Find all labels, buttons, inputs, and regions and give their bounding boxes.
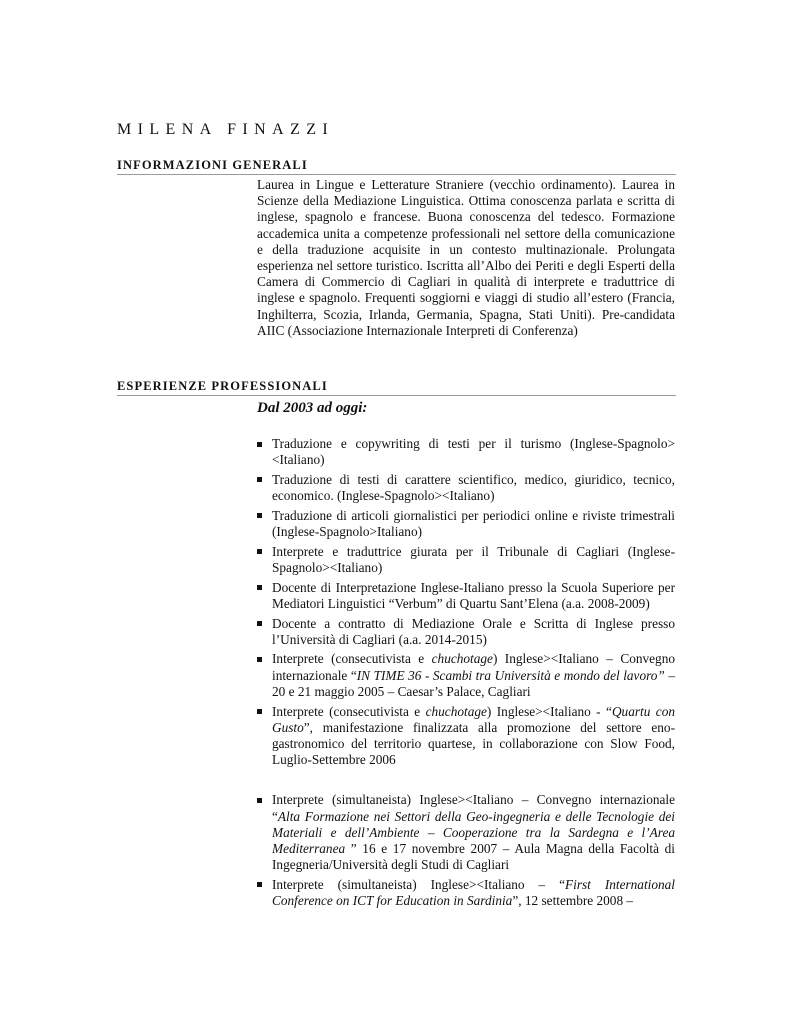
list-item	[257, 472, 675, 504]
item-text: Interprete e traduttrice giurata per il Tribunale di Cagliari (Inglese-Spagnolo><Italiano)	[272, 543, 675, 575]
bullet-icon	[257, 621, 262, 626]
list-item	[257, 792, 675, 873]
item-text-italic: Quartu con Gusto	[272, 703, 675, 735]
item-text: Interprete (consecutivista e	[272, 703, 426, 719]
item-text: Docente a contratto di Mediazione Orale e Scritta di Inglese presso l’Università di Cagliari (a.a. 2014-2015)	[272, 615, 675, 647]
section-heading-experience: ESPERIENZE PROFESSIONALI	[117, 378, 676, 396]
list-item	[257, 508, 675, 540]
bullet-icon	[257, 442, 262, 447]
item-text-italic: Alta Formazione nei Settori della Geo-ingegneria e delle Tecnologie dei Materiali e dell’Ambiente – Cooperazione tra la Sardegna e l’Area Mediterranea	[272, 808, 675, 856]
bullet-icon	[257, 585, 262, 590]
item-text: ) Inglese><Italiano – Convegno internazionale “	[272, 651, 675, 683]
item-text-italic: chuchotage	[431, 651, 493, 667]
list-item	[257, 580, 675, 612]
bullet-icon	[257, 477, 262, 482]
section-heading-general: INFORMAZIONI GENERALI	[117, 157, 676, 175]
bullet-icon	[257, 798, 262, 803]
item-text: – 20 e 21 maggio 2005 – Caesar’s Palace, Cagliari	[272, 667, 675, 699]
item-text: Traduzione di testi di carattere scientifico, medico, giuridico, tecnico, economico. (Inglese-Spagnolo><Italiano)	[272, 471, 675, 504]
item-text-italic: chuchotage	[425, 703, 487, 719]
item-text: ”, manifestazione finalizzata alla promozione del settore eno-gastronomico del territorio quartese, in collaborazione con Slow Food, Luglio-Settembre 2006	[272, 719, 675, 768]
bullet-icon	[257, 657, 262, 662]
item-text: Traduzione e copywriting di testi per il turismo (Inglese-Spagnolo><Italiano)	[272, 436, 675, 468]
list-item	[257, 704, 675, 769]
list-item	[257, 544, 675, 576]
item-text: Interprete (consecutivista e	[272, 651, 432, 667]
experience-period: Dal 2003 ad oggi:	[257, 400, 368, 416]
bullet-icon	[257, 549, 262, 554]
item-text: ) Inglese><Italiano - “	[486, 703, 612, 719]
item-text-italic: IN TIME 36 - Scambi tra Università e mondo del lavoro”	[356, 667, 665, 683]
item-text-italic: First International Conference on ICT for Education in Sardinia	[272, 876, 675, 909]
list-item	[257, 616, 675, 648]
experience-list	[257, 436, 675, 913]
list-item	[257, 436, 675, 468]
general-info-text: Laurea in Lingue e Letterature Straniere (vecchio ordinamento). Laurea in Scienze della Mediazione Linguistica. Ottima conoscenza parlata e scritta di inglese, spagnolo e francese. Buona conoscenza del tedesco. Formazione accademica unita a competenze professionali nel settore della comunicazione e della traduzione acquisite in un contesto multinazionale. Prolungata esperienza nel settore turistico. Iscritta all’Albo dei Periti e degli Esperti della Camera di Commercio di Cagliari in qualità di interprete e traduttrice di inglese e spagnolo. Frequenti soggiorni e viaggi di studio all’estero (Francia, Inghilterra, Scozia, Irlanda, Germania, Spagna, Stati Uniti). Pre-candidata AIIC (Associazione Internazionale Interpreti di Conferenza)	[257, 177, 675, 338]
item-text: Docente di Interpretazione Inglese-Italiano presso la Scuola Superiore per Mediatori Linguistici “Verbum” di Quartu Sant’Elena (a.a. 2008-2009)	[272, 579, 675, 611]
item-text: Interprete (simultaneista) Inglese><Italiano – “	[272, 876, 566, 892]
candidate-name: MILENA FINAZZI	[117, 121, 335, 138]
list-item	[257, 877, 675, 909]
bullet-icon	[257, 709, 262, 714]
item-text: ” 16 e 17 novembre 2007 – Aula Magna della Facoltà di Ingegneria/Università degli Studi di Cagliari	[272, 840, 675, 873]
bullet-icon	[257, 882, 262, 887]
item-text: Interprete (simultaneista) Inglese><Italiano – Convegno internazionale “	[272, 792, 675, 824]
bullet-icon	[257, 513, 262, 518]
item-text: ”, 12 settembre 2008 –	[512, 893, 634, 909]
item-text: Traduzione di articoli giornalistici per periodici online e riviste trimestrali (Inglese-Spagnolo>Italiano)	[272, 507, 675, 540]
list-item	[257, 651, 675, 700]
